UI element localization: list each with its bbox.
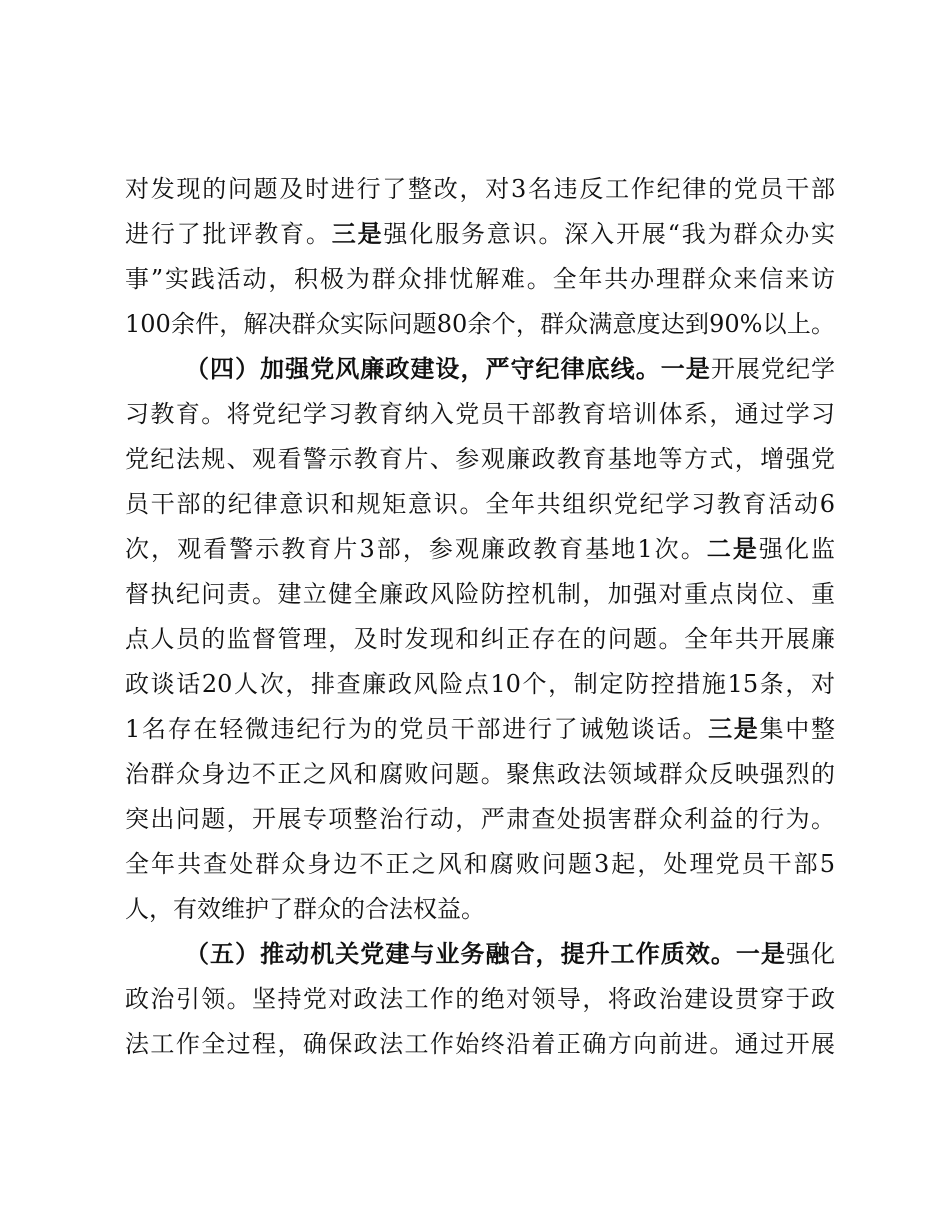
text-line: 政谈话20人次，排查廉政风险点10个，制定防控措施15条，对 — [125, 670, 835, 698]
text-line: 1名存在轻微违纪行为的党员干部进行了诫勉谈话。三是集中整 — [125, 714, 836, 743]
section-heading-line: （四）加强党风廉政建设，严守纪律底线。一是开展党纪学 — [185, 354, 836, 383]
text-line: 员干部的纪律意识和规矩意识。全年共组织党纪学习教育活动6 — [125, 490, 835, 518]
text-line: 进行了批评教育。三是强化服务意识。深入开展“我为群众办实 — [125, 219, 835, 248]
text-line: 全年共查处群众身边不正之风和腐败问题3起，处理党员干部5 — [125, 850, 835, 878]
text-line: 人，有效维护了群众的合法权益。 — [125, 895, 485, 923]
text-line: 政治引领。坚持党对政法工作的绝对领导，将政治建设贯穿于政 — [125, 985, 835, 1013]
text-line: 事”实践活动，积极为群众排忧解难。全年共办理群众来信来访 — [125, 265, 835, 293]
text-line: 对发现的问题及时进行了整改，对3名违反工作纪律的党员干部 — [125, 175, 835, 203]
text-line: 法工作全过程，确保政法工作始终沿着正确方向前进。通过开展 — [125, 1030, 835, 1058]
text-line: 习教育。将党纪学习教育纳入党员干部教育培训体系，通过学习 — [125, 400, 835, 428]
text-line: 点人员的监督管理，及时发现和纠正存在的问题。全年共开展廉 — [125, 625, 835, 653]
text-line: 治群众身边不正之风和腐败问题。聚焦政法领域群众反映强烈的 — [125, 760, 835, 788]
text-line: 党纪法规、观看警示教育片、参观廉政教育基地等方式，增强党 — [125, 445, 835, 473]
text-line: 100余件，解决群众实际问题80余个，群众满意度达到90%以上。 — [125, 310, 835, 338]
text-line: 督执纪问责。建立健全廉政风险防控机制，加强对重点岗位、重 — [125, 580, 835, 608]
section-heading-line: （五）推动机关党建与业务融合，提升工作质效。一是强化 — [185, 939, 836, 968]
text-line: 突出问题，开展专项整治行动，严肃查处损害群众利益的行为。 — [125, 805, 835, 833]
text-line: 次，观看警示教育片3部，参观廉政教育基地1次。二是强化监 — [125, 534, 835, 563]
